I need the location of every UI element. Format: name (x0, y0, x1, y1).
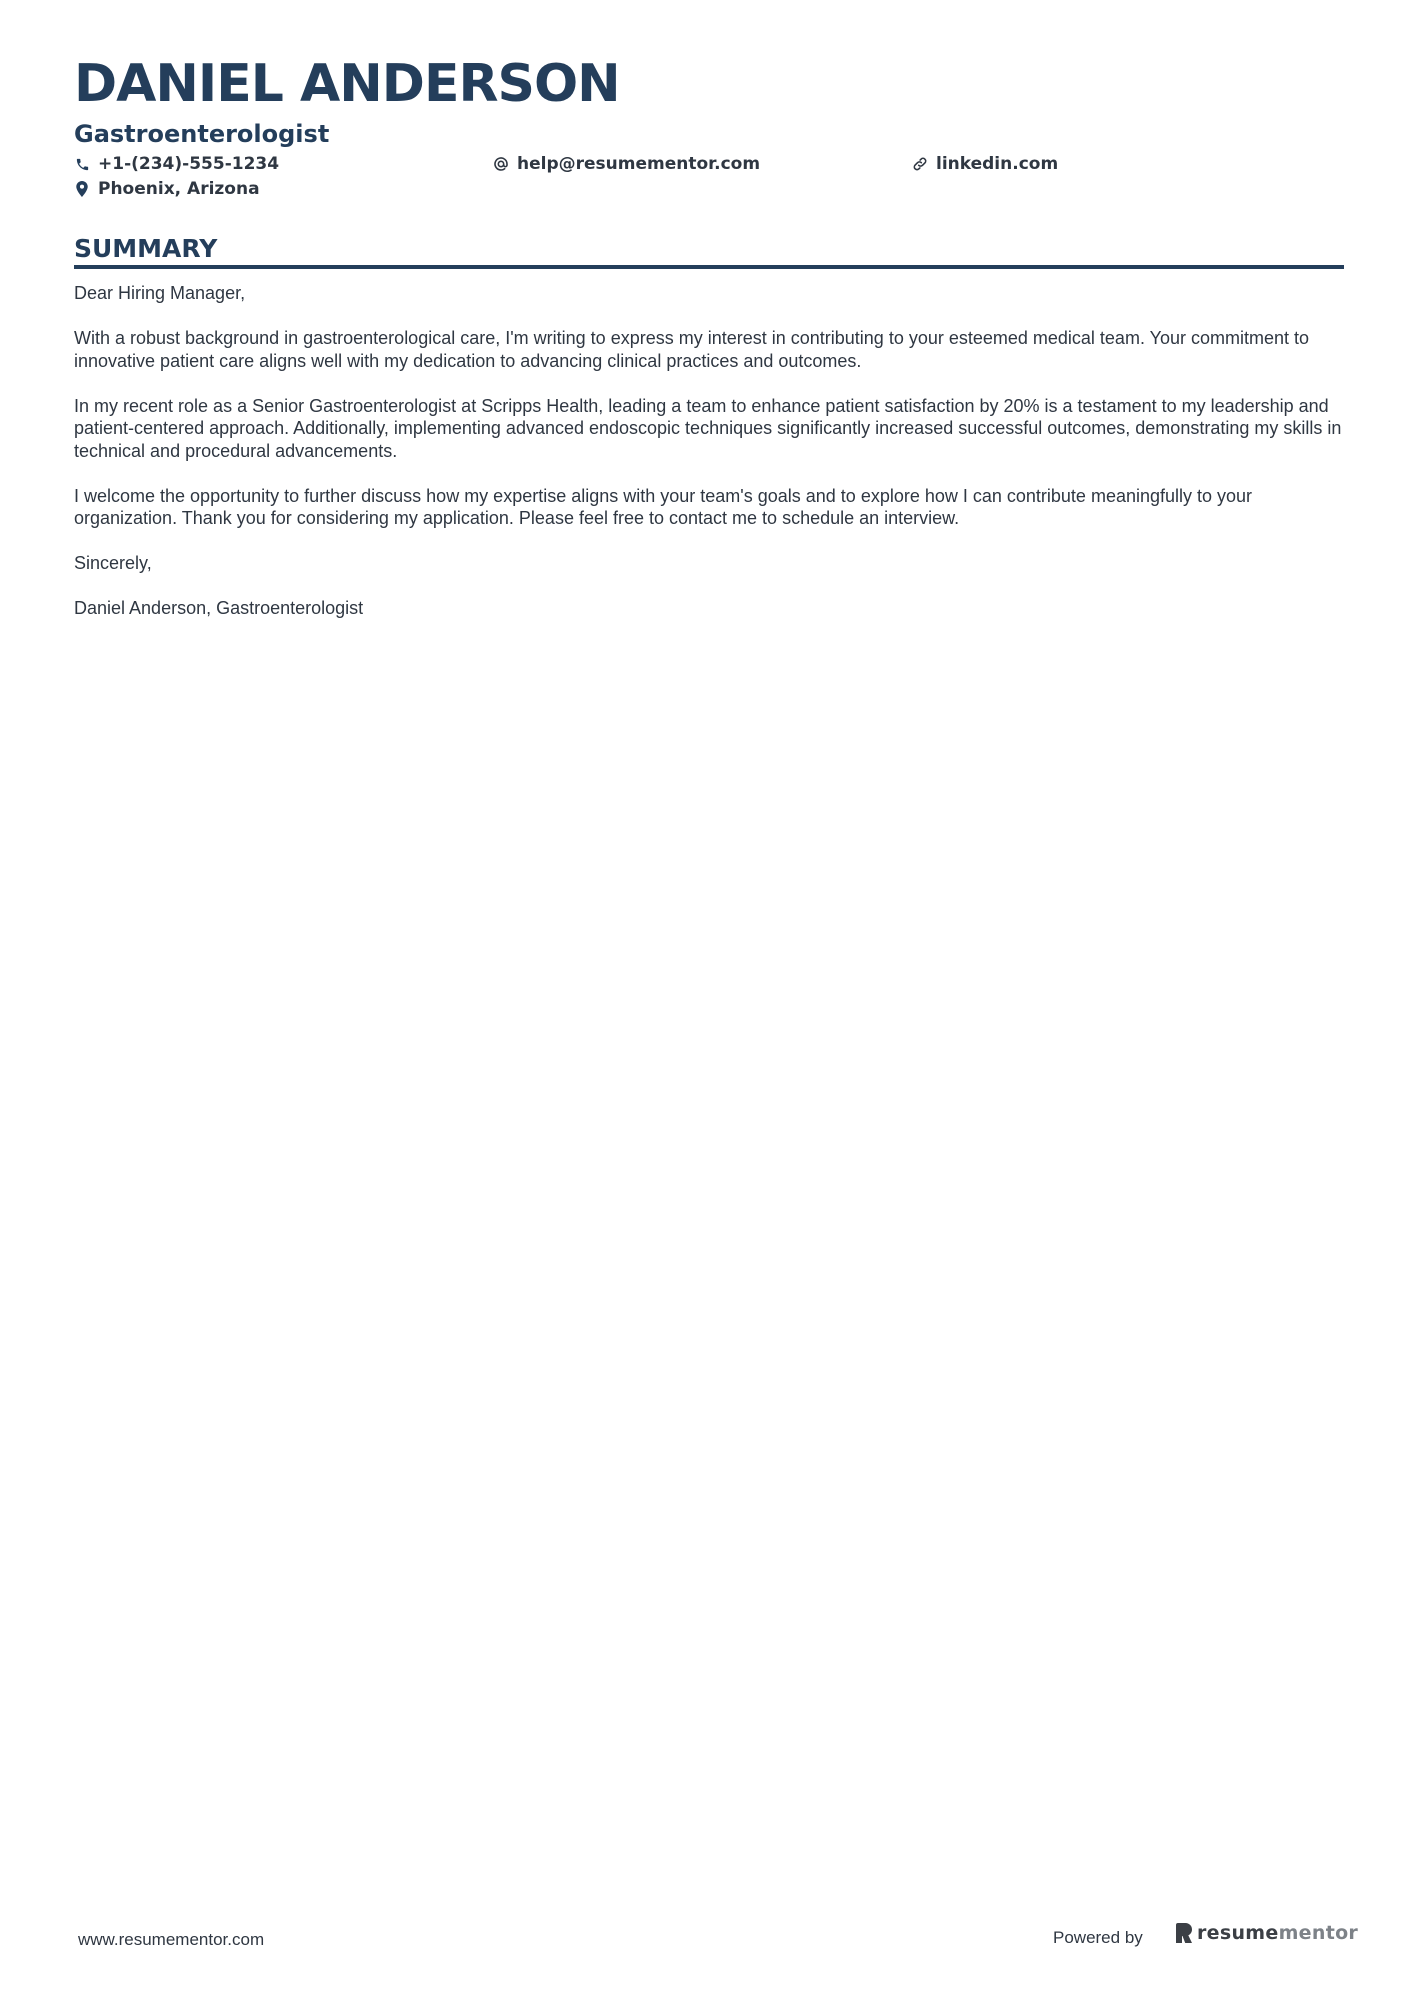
brand-logo[interactable] (1176, 1922, 1358, 1944)
brand-wordmark-part1: resume (1197, 1922, 1279, 1944)
location-text: Phoenix, Arizona (98, 179, 260, 199)
resumementor-logo-icon (1176, 1923, 1192, 1943)
letter-paragraph: I welcome the opportunity to further discuss how my expertise aligns with your team's goals and to explore how I can contribute meaningfully to your organization. Thank you for considering my application. Please feel free to contact me to schedule an interview. (74, 485, 1253, 528)
closing: Sincerely, (74, 553, 152, 573)
candidate-name: DANIEL ANDERSON (74, 54, 620, 114)
contact-linkedin (912, 154, 1058, 174)
salutation: Dear Hiring Manager, (74, 283, 246, 303)
link-icon (912, 156, 928, 172)
brand-wordmark (1197, 1922, 1358, 1944)
letter-body (74, 282, 1344, 620)
signature: Daniel Anderson, Gastroenterologist (74, 598, 364, 618)
contact-email (493, 154, 760, 174)
contact-location (74, 179, 260, 199)
letter-paragraph: With a robust background in gastroenterological care, I'm writing to express my interest in contributing to your esteemed medical team. Your commitment to innovative patient care aligns well with my dedication to advancing clinical practices and outcomes. (74, 328, 1310, 371)
phone-text[interactable]: +1-(234)-555-1234 (98, 154, 280, 174)
powered-by-label: Powered by (1053, 1928, 1143, 1947)
footer-website-link[interactable]: www.resumementor.com (78, 1930, 265, 1949)
location-pin-icon (74, 181, 90, 197)
job-title: Gastroenterologist (74, 120, 330, 148)
at-sign-icon (493, 156, 509, 172)
linkedin-text[interactable]: linkedin.com (936, 154, 1059, 174)
contact-phone (74, 154, 279, 174)
phone-icon (74, 156, 90, 172)
letter-paragraph: In my recent role as a Senior Gastroenterologist at Scripps Health, leading a team to enhance patient satisfaction by 20% is a testament to my leadership and patient-centered approach. Additionally, implementing advanced endoscopic techniques significantly increased successful outcomes, demonstrating my skills in technical and procedural advancements. (74, 395, 1342, 461)
brand-wordmark-part2: mentor (1278, 1922, 1359, 1944)
summary-heading: SUMMARY (74, 234, 218, 263)
section-divider (74, 265, 1344, 269)
email-text[interactable]: help@resumementor.com (517, 154, 761, 174)
